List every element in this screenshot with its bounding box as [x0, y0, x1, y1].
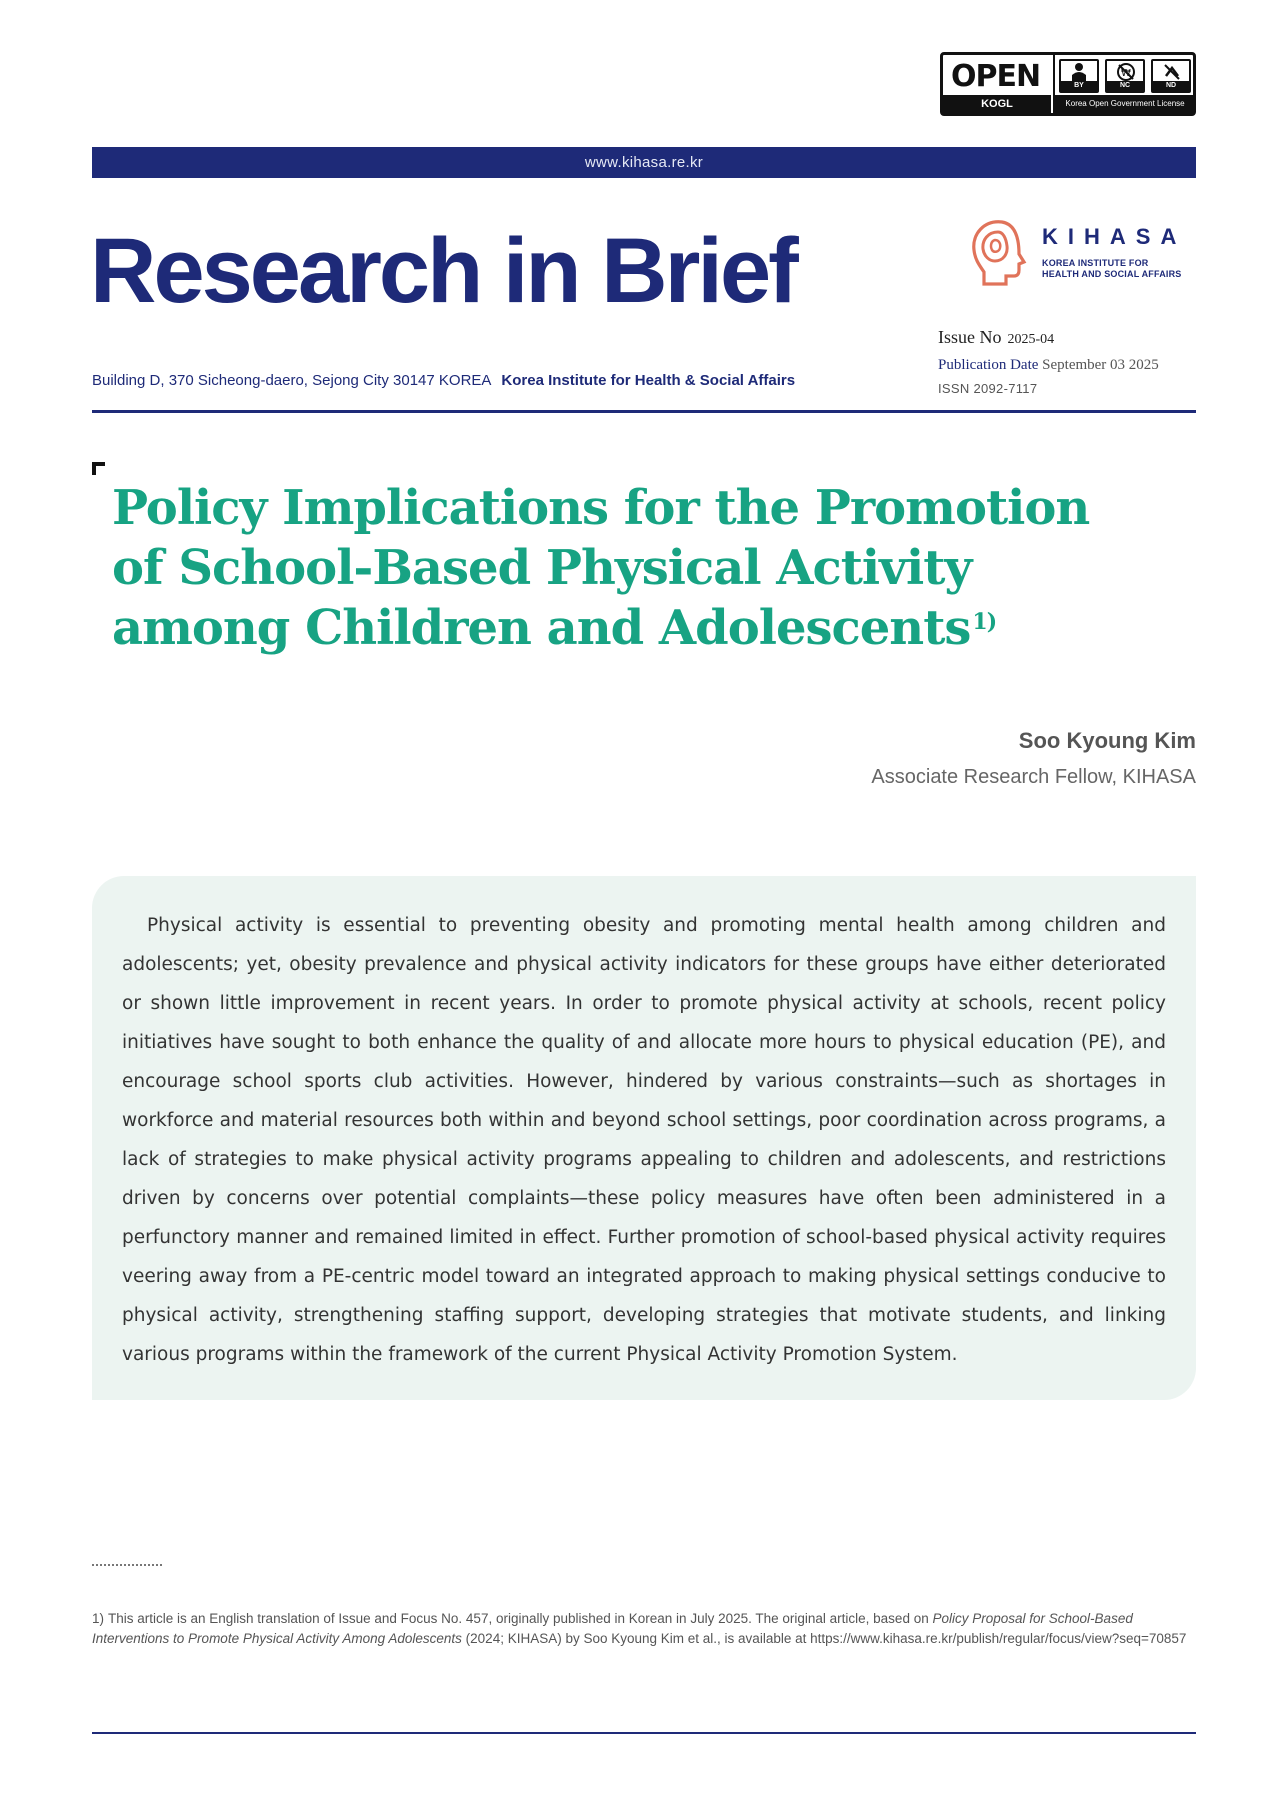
- website-banner[interactable]: www.kihasa.re.kr: [92, 147, 1196, 178]
- kogl-label: KOGL: [943, 95, 1051, 113]
- kihasa-head-icon: [962, 216, 1032, 288]
- kogl-conditions: [1053, 55, 1193, 113]
- kihasa-subtitle: KOREA INSTITUTE FOR HEALTH AND SOCIAL AFFAIRS: [1042, 258, 1182, 279]
- footer-divider: [92, 1732, 1196, 1734]
- address-line: [92, 372, 795, 389]
- article-title: Policy Implications for the Promotion of School-Based Physical Activity among Children and Adolescents$^{1)}$: [112, 480, 1090, 656]
- footnote-separator: [92, 1564, 162, 1566]
- footnote-text-before: This article is an English translation of Issue and Focus No. 457, originally published in Korean in July 2025. The original article, based on: [108, 1611, 933, 1626]
- institution-name: Korea Institute for Health & Social Affairs: [501, 372, 796, 389]
- author-name: Soo Kyoung Kim: [1018, 728, 1196, 753]
- svg-text:₩: ₩: [1121, 68, 1131, 79]
- abstract-box: [92, 876, 1196, 1400]
- kogl-open-mark: [943, 55, 1051, 113]
- series-title: Research in Brief: [90, 220, 796, 322]
- issue-number: 2025-04: [1007, 332, 1055, 347]
- footnote: [92, 1609, 1192, 1649]
- issue-label: Issue No: [938, 327, 1002, 347]
- kogl-caption: Korea Open Government License: [1055, 95, 1195, 113]
- footnote-text-after[interactable]: (2024; KIHASA) by Soo Kyoung Kim et al., is available at https://www.kihasa.re.kr/publish/regular/focus/view?seq=70857: [461, 1631, 1187, 1646]
- issue-info: [938, 326, 1200, 396]
- kogl-license-badge: [940, 52, 1196, 116]
- footnote-number: 1): [92, 1611, 105, 1626]
- publication-date-label: Publication Date: [938, 357, 1039, 373]
- issn: ISSN 2092-7117: [938, 381, 1038, 396]
- kogl-open-label: OPEN: [951, 59, 1041, 94]
- author-role: Associate Research Fellow, KIHASA: [871, 766, 1196, 788]
- corner-mark: [92, 462, 105, 475]
- person-icon: BY: [1059, 59, 1099, 93]
- address: Building D, 370 Sicheong-daero, Sejong City 30147 KOREA: [92, 372, 492, 389]
- no-commercial-icon: ₩ NC: [1105, 59, 1145, 93]
- publication-date-value: September 03 2025: [1042, 357, 1159, 373]
- footnote-source-title: Policy Proposal for School-Based Interventions to Promote Physical Activity Among Adolescents: [92, 1611, 1133, 1646]
- abstract-text: Physical activity is essential to preventing obesity and promoting mental health among children and adolescents; yet, obesity prevalence and physical activity indicators for these groups have either deteriorated or shown little improvement in recent years. In order to promote physical activity at schools, recent policy initiatives have sought to both enhance the quality of and allocate more hours to physical education (PE), and encourage school sports club activities. However, hindered by various constraints—such as shortages in workforce and material resources both within and beyond school settings, poor coordination across programs, a lack of strategies to make physical activity programs appealing to children and adolescents, and restrictions driven by concerns over potential complaints—these policy measures have often been administered in a perfunctory manner and remained limited in effect. Further promotion of school-based physical activity requires veering away from a PE-centric model toward an integrated approach to making physical settings conducive to physical activity, strengthening staffing support, developing strategies that motivate students, and linking various programs within the framework of the current Physical Activity Promotion System.: [122, 915, 1166, 1365]
- footnote-marker[interactable]: 1): [972, 609, 997, 635]
- header-divider: [92, 410, 1196, 413]
- kihasa-wordmark: KIHASA: [1042, 224, 1187, 249]
- kihasa-logo: [962, 216, 1198, 288]
- no-derivatives-icon: ND: [1151, 59, 1191, 93]
